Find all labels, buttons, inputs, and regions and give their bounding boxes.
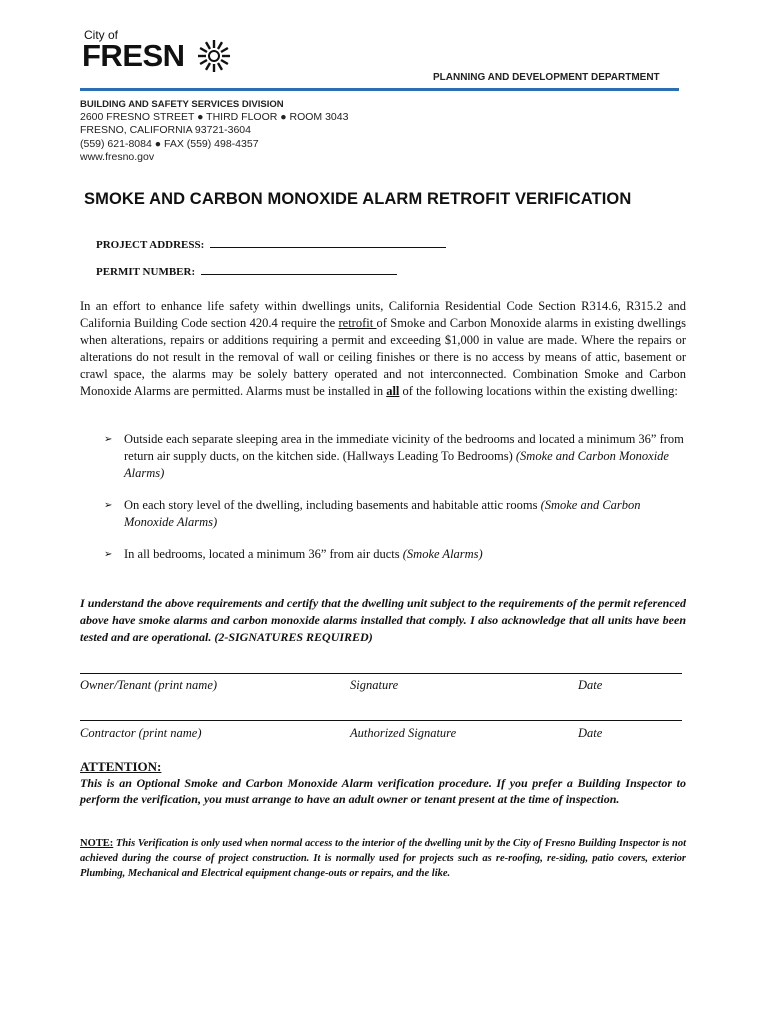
intro-paragraph <box>80 298 686 400</box>
attention-body: This is an Optional Smoke and Carbon Monoxide Alarm verification procedure. If you prefer a Building Inspector to perform the verification, you must arrange to have an adult owner or tenant present at the time of inspection. <box>80 776 686 806</box>
list-item <box>104 497 684 531</box>
intro-text-3: of the following locations within the existing dwelling: <box>399 384 678 398</box>
intro-all: all <box>386 384 400 398</box>
list-item <box>104 431 684 482</box>
owner-signature-label: Signature <box>350 678 399 692</box>
logo-sunburst-icon <box>196 38 232 74</box>
bullet-note: (Smoke Alarms) <box>402 547 483 561</box>
intro-retrofit: retrofit <box>338 316 377 330</box>
project-address-label: PROJECT ADDRESS: <box>96 239 205 251</box>
bullet-note: (Smoke and Carbon Monoxide Alarms) <box>124 449 669 480</box>
arrow-bullet-icon: ➢ <box>104 434 113 445</box>
owner-date-label: Date <box>578 678 603 692</box>
intro-text-1: In an effort to enhance life safety within dwellings units, California Residential Code Section R314.6, R315.2 and California Building Code section 420.4 require the <box>80 299 686 330</box>
address-city: FRESNO, CALIFORNIA 93721-3604 <box>80 124 251 136</box>
logo-city-of-text: City of <box>84 28 119 42</box>
bullet-text: Outside each separate sleeping area in the immediate vicinity of the bedrooms and located a minimum 36” from return air supply ducts, on the kitchen side. (Hallways Leading To Bedrooms) <box>124 432 684 463</box>
attention-heading: ATTENTION: <box>80 759 162 774</box>
contractor-date-label: Date <box>578 726 603 740</box>
logo-wordmark: FRESN <box>82 38 185 73</box>
intro-text-2: of Smoke and Carbon Monoxide alarms in existing dwellings when alterations, repairs or additions requiring a permit and exceeding $1,000 in value are made. Where the repairs or alterations do not result in the removal of wall or ceiling finishes or there is no access by means of attic, basement or crawl space, the alarms may be solely battery operated and not interconnected. Combination Smoke and Carbon Monoxide Alarms are permitted. Alarms must be installed in <box>80 316 686 398</box>
division-name: BUILDING AND SAFETY SERVICES DIVISION <box>80 99 284 110</box>
bullet-text: On each story level of the dwelling, including basements and habitable attic rooms <box>124 498 541 512</box>
form-title: SMOKE AND CARBON MONOXIDE ALARM RETROFIT VERIFICATION <box>84 190 632 208</box>
contractor-signature-line[interactable] <box>80 720 682 721</box>
certification-statement: I understand the above requirements and certify that the dwelling unit subject to the requirements of the permit referenced above have smoke alarms and carbon monoxide alarms installed that comply. I also acknowledge that all units have been tested and are operational. (2-SIGNATURES REQUIRED) <box>80 596 686 644</box>
list-item <box>104 546 684 563</box>
note-paragraph <box>80 836 686 881</box>
header-divider <box>80 88 679 91</box>
contractor-signature-label: Authorized Signature <box>350 726 457 740</box>
website-link[interactable]: www.fresno.gov <box>80 151 155 163</box>
project-address-row <box>96 237 446 251</box>
arrow-bullet-icon: ➢ <box>104 500 113 511</box>
department-name: PLANNING AND DEVELOPMENT DEPARTMENT <box>433 72 660 83</box>
arrow-bullet-icon: ➢ <box>104 549 113 560</box>
owner-name-label: Owner/Tenant (print name) <box>80 678 218 692</box>
permit-number-row <box>96 264 397 278</box>
note-body: This Verification is only used when normal access to the interior of the dwelling unit by the City of Fresno Building Inspector is not achieved during the course of project construction. It is normally used for projects such as re-roofing, re-siding, patio covers, exterior Plumbing, Mechanical and Electrical equipment change-outs or repairs, and the like. <box>80 838 686 879</box>
address-street: 2600 FRESNO STREET ● THIRD FLOOR ● ROOM 3043 <box>80 111 349 123</box>
permit-number-field[interactable] <box>201 264 397 275</box>
bullet-note: (Smoke and Carbon Monoxide Alarms) <box>124 498 641 529</box>
permit-number-label: PERMIT NUMBER: <box>96 266 196 278</box>
owner-signature-line[interactable] <box>80 673 682 674</box>
bullet-text: In all bedrooms, located a minimum 36” from air ducts <box>124 547 403 561</box>
note-label: NOTE: <box>80 838 114 849</box>
project-address-field[interactable] <box>210 237 446 248</box>
contractor-name-label: Contractor (print name) <box>80 726 202 740</box>
address-phone: (559) 621-8084 ● FAX (559) 498-4357 <box>80 138 259 150</box>
